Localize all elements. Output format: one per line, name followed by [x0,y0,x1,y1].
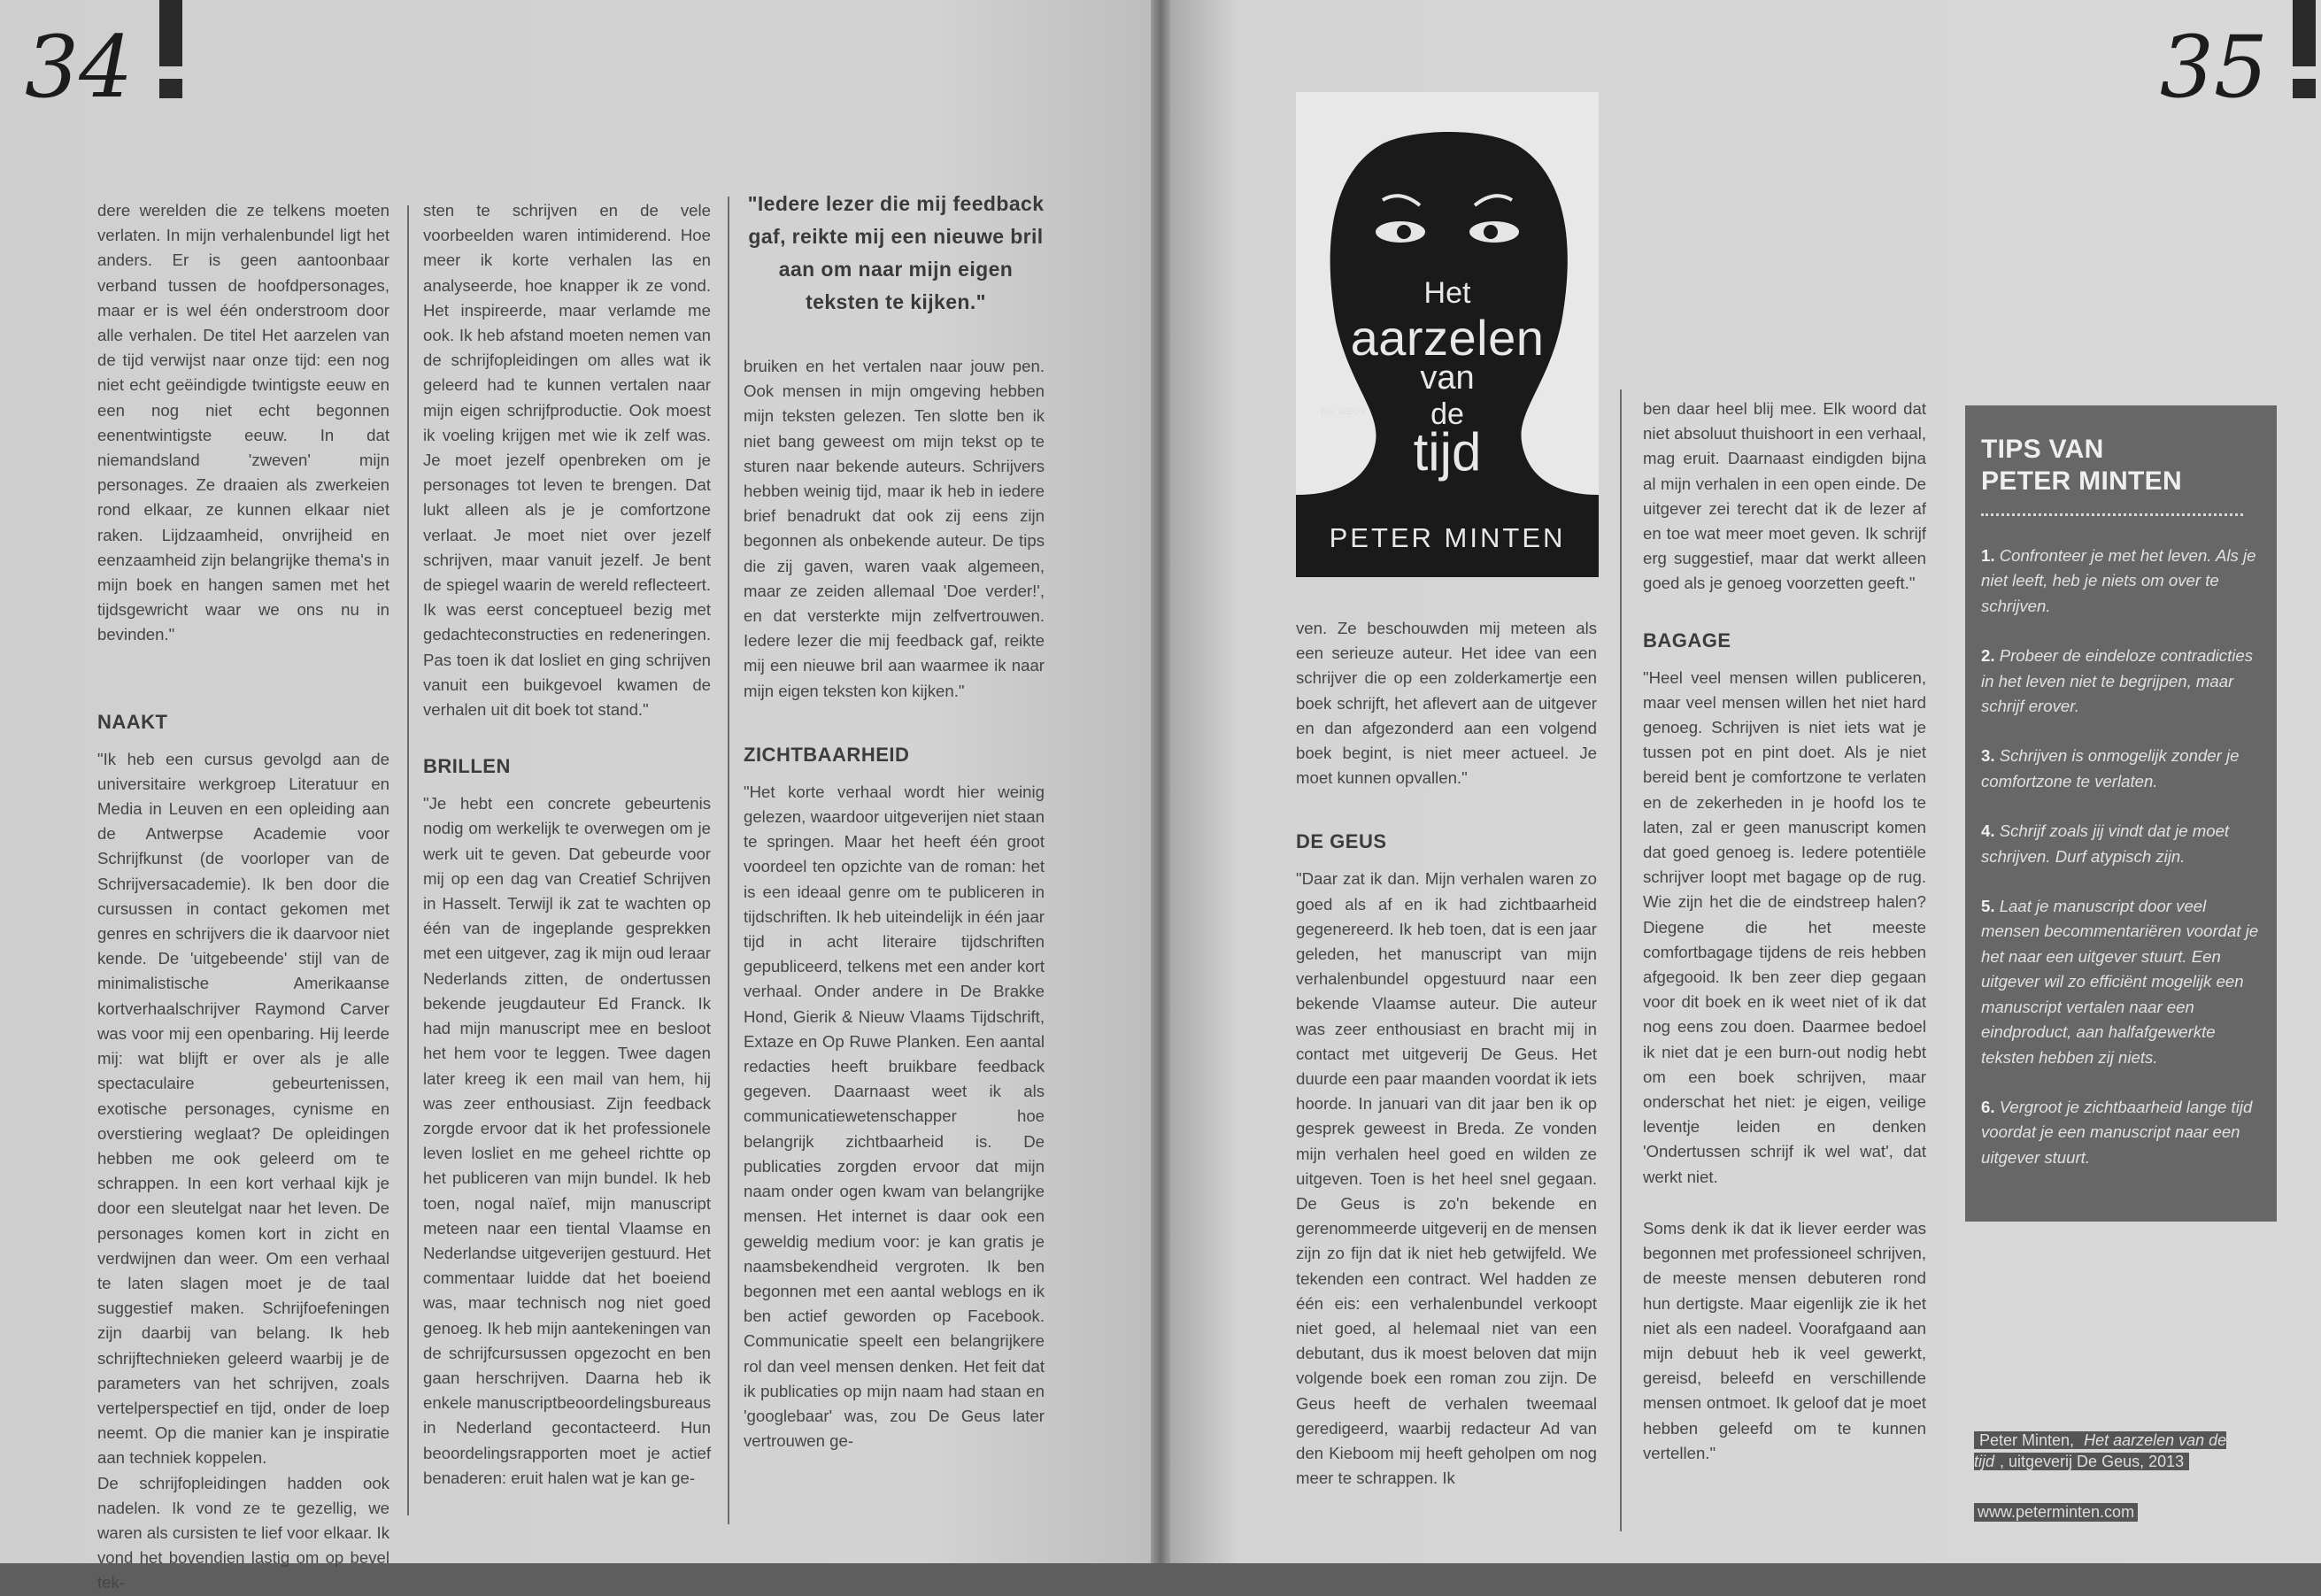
book-credit [1974,1430,2240,1472]
cover-title-word: de [1430,397,1464,431]
exclamation-mark-graphic [2293,0,2316,98]
exclamation-mark-graphic [159,0,182,98]
tip-item: 6. Vergroot je zichtbaarheid lange tijd voordat je een manuscript naar een uitgever stuurt. [1981,1097,2253,1167]
section-heading-zichtbaarheid: ZICHTBAARHEID [744,743,910,766]
tips-title-line: PETER MINTEN [1981,466,2182,496]
paragraph: De schrijfopleidingen hadden ook nadelen. Ik vond ze te gezellig, we waren als cursisten te lief voor elkaar. Ik vond het bovendien lastig om op bevel tek- [97,1473,389,1592]
paragraph: bruiken en het vertalen naar jouw pen. Ook mensen in mijn omgeving hebben mijn teksten gelezen. Ten slotte ben ik niet bang geweest om mijn tekst op te sturen naar bekende auteurs. Schrijvers hebben weinig tijd, maar ik heb in iedere brief benadrukt dat ook zij eens zijn begonnen als onbekende auteur. De tips die zij gaven, waren vaak algemeen, maar ze zeiden allemaal 'Doe verder!', en dat versterkte mijn zelfvertrouwen. Iedere lezer die mij feedback gaf, reikte mij een nieuwe bril aan waarmee ik naar mijn eigen teksten kon kijken." [744,357,1045,700]
website-link[interactable]: www.peterminten.com [1974,1503,2138,1522]
tip-item: 1. Confronteer je met het leven. Als je niet leeft, heb je niets om over te schrijven. [1981,546,2256,615]
column-divider [1620,389,1622,1531]
paragraph: "Je hebt een concrete gebeurtenis nodig om werkelijk te overwegen om je werk uit te geven. Dat gebeurde voor mij op een dag van Creatief Schrijven in Hasselt. Terwijl ik zat te wachten op één van de ingeplande gesprekken met een uitgever, zag ik mijn oud leraar Nederlands zitten, de ondertussen bekende jeugdauteur Ed Franck. Ik had mijn manuscript mee en besloot het hem voor te leggen. Twee dagen later kreeg ik een mail van hem, hij was zeer enthousiast. Zijn feedback zorgde ervoor dat ik het professionele leven losliet en me geheel richtte op het publiceren van mijn bundel. Ik heb toen, nogal naïef, mijn manuscript meteen naar een tiental Vlaamse en Nederlandse uitgeverijen gestuurd. Het commentaar luidde dat het boeiend was, maar technisch nog niet goed genoeg. Ik heb mijn aantekeningen van de schrijfcursussen opgezocht en ben gaan herschrijven. Daarna heb ik enkele manuscriptbeoordelingsbureaus in Nederland gecontacteerd. Hun beoordelingsrapporten moet je actief benaderen: eruit halen wat je kan ge- [423,794,711,1487]
book-cover [1296,92,1599,577]
tips-list [1981,544,2263,1195]
column-divider [728,197,729,1524]
left-column-1 [97,198,389,1596]
cover-title-word: van [1420,359,1475,397]
cover-title-word: Het [1423,276,1471,310]
tips-title [1981,434,2182,497]
credit-publisher: , uitgeverij De Geus, 2013 [1997,1453,2186,1470]
tips-title-line: TIPS VAN [1981,435,2104,464]
tips-sidebar [1965,405,2277,1222]
tip-item: 5. Laat je manuscript door veel mensen becommentariëren voordat je het naar een uitgever stuurt. Een uitgever wil zo efficiënt mogelijk een manuscript vertalen naar een eindproduct, aan halfafgewerkte teksten hebben zij niets. [1981,897,2259,1067]
credit-author: Peter Minten, [1977,1431,2077,1449]
cover-title-word: aarzelen [1350,310,1545,366]
cover-publisher: DE GEUS [1321,407,1368,417]
dotted-divider [1981,513,2243,516]
paragraph: ven. Ze beschouwden mij meteen als een serieuze auteur. Het idee van een schrijver die op een zolderkamertje een boek schrijft, het aflevert aan de uitgever en dan afgezonderd aan een volgend boek begint, is niet meer actueel. Je moet kunnen opvallen." [1296,619,1597,788]
cover-author: PETER MINTEN [1329,522,1566,553]
paragraph: dere werelden die ze telkens moeten verlaten. In mijn verhalenbundel ligt het anders. Er is geen aantoonbaar verband tussen de hoofdpersonages, maar er is wel één onderstroom door alle verhalen. De titel Het aarzelen van de tijd verwijst naar onze tijd: een nog niet echt geëindigde twintigste eeuw en een nog niet echt begonnen eenentwintigste eeuw. In dat niemandsland 'zweven' mijn personages. Ze draaien als zwerkeien rond elkaar, ze kunnen elkaar niet raken. Lijdzaamheid, onvrijheid en eenzaamheid zijn belangrijke thema's in mijn boek en hangen samen met het tijdsgewricht waar we ons nu in bevinden." [97,201,389,644]
tip-item: 2. Probeer de eindeloze contradicties in het leven niet te begrijpen, maar schrijf erover. [1981,646,2254,716]
left-page [0,0,1151,1592]
credit-title: Het aarzelen van de tijd [1974,1431,2227,1470]
column-divider [407,205,409,1515]
section-heading-bagage: BAGAGE [1643,628,1731,652]
spine-gutter [1151,0,1170,1563]
paragraph: Soms denk ik dat ik liever eerder was begonnen met professioneel schrijven, de meeste mensen debuteren rond hun dertigste. Maar eigenlijk zie ik het niet als een nadeel. Voorafgaand aan mijn debuut heb ik veel gewerkt, gereisd, beleefd en verschillende mensen ontmoet. Ik geloof dat je moet hebben geleefd om te kunnen vertellen." [1643,1218,1926,1462]
paragraph: "Heel veel mensen willen publiceren, maar veel mensen willen het niet hard genoeg. Schrijven is niet iets wat je tussen pot en pint doet. Als je niet bereid bent je comfortzone te verlaten en de zekerheden in je hoofd los te laten, zal er geen manuscript komen dat goed genoeg is. Iedere potentiële schrijver loopt met bagage op de rug. Wie zijn het die de eindstreep halen? Diegene die het meeste comfortbagage tijdens de reis hebben afgegooid. Ik ben zeer diep gegaan voor dit boek en ik weet niet of ik dat nog eens zou doen. Daarmee bedoel ik niet dat je een burn-out nodig hebt om een boek schrijven, maar onderschat het niet: je eigen, veilige leventje leiden en denken 'Ondertussen schrijf ik wel wat', dat werkt niet. [1643,667,1926,1186]
paragraph: sten te schrijven en de vele voorbeelden waren intimiderend. Hoe meer ik korte verhalen las en analyseerde, hoe knapper ik ze vond. Het inspireerde, maar verlamde me ook. Ik heb afstand moeten nemen van de schrijfopleidingen om alles wat ik geleerd had te kunnen vertalen naar mijn eigen schrijfproductie. Ook moest ik voeling krijgen met wie ik zelf was. Je moet jezelf openbreken om je personages tot leven te brengen. Dat lukt alleen als je je comfortzone verlaat. Je moet niet over jezelf schrijven, maar vanuit jezelf. Je bent de spiegel waarin de wereld reflecteert. Ik was eerst conceptueel bezig met gedachteconstructies en redeneringen. Pas toen ik dat losliet en ging schrijven vanuit een buikgevoel kwamen de verhalen uit dit boek tot stand." [423,201,711,720]
left-column-3 [744,354,1045,1453]
cover-title-word: tijd [1413,422,1482,482]
right-column-1 [1296,616,1597,1492]
left-column-2 [423,198,711,1491]
paragraph: "Het korte verhaal wordt hier weinig gelezen, waardoor uitgeverijen niet staan te springen. Maar het heeft één groot voordeel ten opzichte van de roman: het is een ideaal genre om te publiceren in tijdschriften. Ik heb uiteindelijk in één jaar tijd in acht literaire tijdschriften gepubliceerd, telkens met een ander kort verhaal. Onder andere in De Brakke Hond, Gierik & Nieuw Vlaams Tijdschrift, Extaze en Op Ruwe Planken. Een aantal redacties heeft bruikbare feedback gegeven. Daarnaast weet ik als communicatiewetenschapper hoe belangrijk zichtbaarheid is. De publicaties zorgden ervoor dat mijn naam onder ogen kwam van belangrijke mensen. Het internet is daar ook een geweldig medium voor: je kan gratis je naamsbekendheid vergroten. Ik ben begonnen met een aantal weblogs en ik ben actief geworden op Facebook. Communicatie speelt een belangrijkere rol dan veel mensen denken. Het feit dat ik publicaties op mijn naam had staan en 'googlebaar' was, zou De Geus later vertrouwen ge- [744,782,1045,1451]
tip-item: 3. Schrijven is onmogelijk zonder je comfortzone te verlaten. [1981,746,2240,790]
section-heading-brillen: BRILLEN [423,755,511,778]
page-number-left: 34 [25,18,134,117]
pull-quote: "Iedere lezer die mij feedback gaf, reikte mij een nieuwe bril aan om naar mijn eigen teksten te kijken." [747,192,1045,313]
section-heading-naakt: NAAKT [97,710,168,733]
right-page [1170,0,2321,1563]
tip-item: 4. Schrijf zoals jij vindt dat je moet schrijven. Durf atypisch zijn. [1981,821,2230,866]
page-number-right: 35 [2159,18,2268,117]
section-heading-de-geus: DE GEUS [1296,830,1387,853]
right-column-2 [1643,397,1926,1466]
paragraph: "Ik heb een cursus gevolgd aan de universitaire werkgroep Literatuur en Media in Leuven en een opleiding aan de Antwerpse Academie voor Schrijfkunst (de voorloper van de Schrijversacademie). Ik ben door die cursussen in contact gekomen met genres en schrijvers die ik daarvoor niet kende. De 'uitgebeende' stijl van de minimalistische Amerikaanse kortverhaalschrijver Raymond Carver was voor mij een openbaring. Hij leerde mij: wat blijft er over als je alle spectaculaire gebeurtenissen, exotische personages, cynisme en overstiering weglaat? De opleidingen hebben me ook geleerd om te schrappen. In een kort verhaal kijk je door een sleutelgat naar het leven. De personages komen kort in zicht en verdwijnen dan weer. Om een verhaal te laten slagen moet je de taal suggestief maken. Schrijfoefeningen zijn daarbij van belang. Ik heb schrijftechnieken geleerd waarbij je de parameters van het schrijven, zoals vertelperspectief en tijd, onder de loep neemt. Op die manier kan je inspiratie aan techniek koppelen. [97,749,389,1468]
paragraph: "Daar zat ik dan. Mijn verhalen waren zo goed als af en ik had zichtbaarheid gegenereerd. Ik heb toen, dat is een jaar geleden, het manuscript van mijn verhalenbundel opgestuurd naar een bekende Vlaamse auteur. Die auteur was zeer enthousiast en bracht mij in contact met uitgeverij De Geus. Het duurde een paar maanden voordat ik iets hoorde. In januari van dit jaar ben ik op gesprek geweest in Breda. Ze vonden mijn verhalen heel goed en wilden ze uitgeven. Toen is het heel snel gegaan. De Geus is zo'n bekende en gerenommeerde uitgeverij en de mensen zijn zo fijn dat ik niet heb getwijfeld. We tekenden een contract. Wel hadden ze één eis: een verhalenbundel verkoopt niet goed, al helemaal niet van een debutant, dus ik moest beloven dat mijn volgende boek een roman zou zijn. De Geus heeft de verhalen tweemaal geredigeerd, waarbij redacteur Ad van den Kieboom mij heeft geholpen om nog meer te schrappen. Ik [1296,869,1597,1488]
paragraph: ben daar heel blij mee. Elk woord dat niet absoluut thuishoort in een verhaal, mag eruit. Daarnaast eindigden bijna al mijn verhalen in een open einde. De uitgever zei terecht dat ik de lezer af en toe wat meer moet geven. Ik schrijf erg suggestief, maar dat werkt alleen goed als je genoeg voorzetten geeft." [1643,399,1926,593]
